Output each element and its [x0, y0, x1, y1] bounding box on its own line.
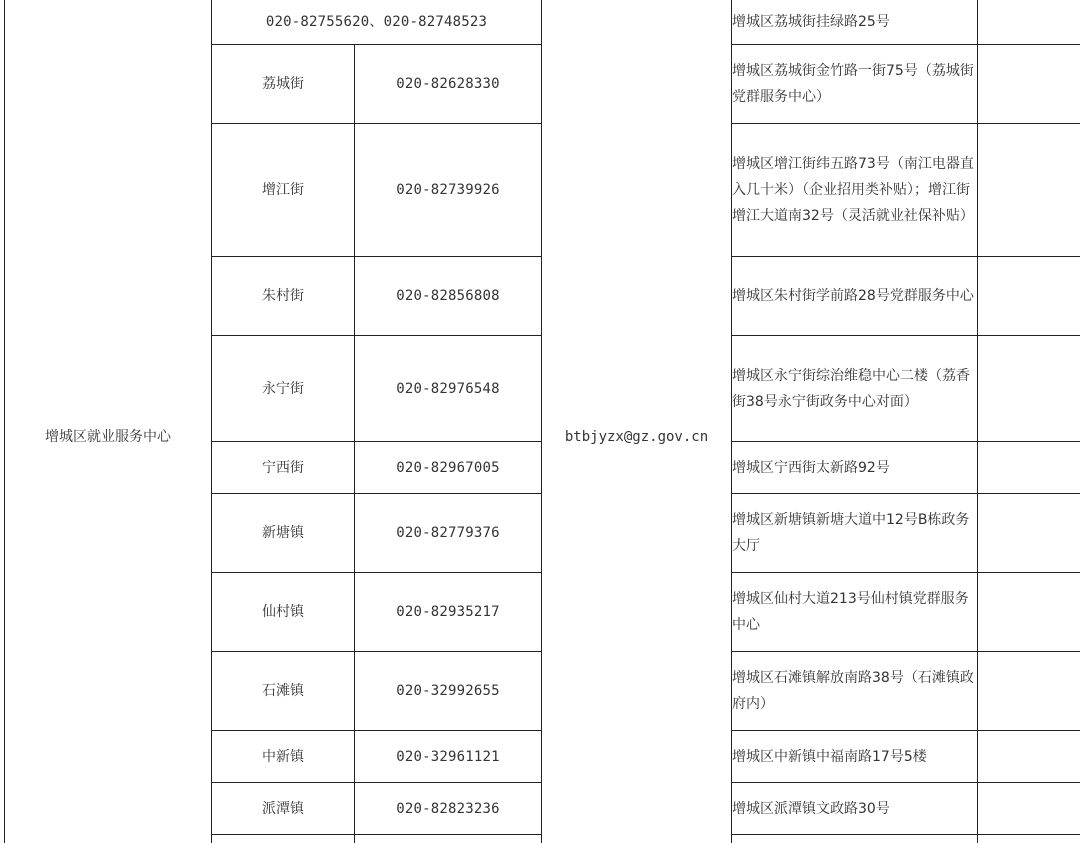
- center-phone-cell: 020-82755620、020-82748523: [212, 0, 542, 45]
- phone-cell: 020-82739926: [355, 124, 542, 257]
- street-cell: 派潭镇: [212, 783, 355, 835]
- address-cell: 增城区朱村街学前路28号党群服务中心: [732, 257, 978, 336]
- employment-service-contact-table: [4, 0, 1080, 843]
- phone-cell: 020-82967005: [355, 442, 542, 494]
- address-cell: 增城区新塘镇新塘大道中12号B栋政务大厅: [732, 494, 978, 573]
- phone-cell: [355, 835, 542, 843]
- empty-cell: [978, 783, 1080, 835]
- street-cell: 仙村镇: [212, 573, 355, 652]
- phone-cell: 020-32961121: [355, 731, 542, 783]
- street-cell: 新塘镇: [212, 494, 355, 573]
- empty-cell: [978, 257, 1080, 336]
- address-cell: 增城区永宁街综治维稳中心二楼（荔香街38号永宁街政务中心对面）: [732, 336, 978, 442]
- street-cell: 石滩镇: [212, 652, 355, 731]
- phone-cell: 020-82856808: [355, 257, 542, 336]
- phone-cell: 020-32992655: [355, 652, 542, 731]
- empty-cell: [978, 442, 1080, 494]
- street-cell: 宁西街: [212, 442, 355, 494]
- empty-cell: [978, 731, 1080, 783]
- phone-cell: 020-82628330: [355, 45, 542, 124]
- empty-cell: [978, 652, 1080, 731]
- address-cell: 增城区中新镇中福南路17号5楼: [732, 731, 978, 783]
- address-cell: 增城区荔城街挂绿路25号: [732, 0, 978, 45]
- empty-cell: [978, 0, 1080, 45]
- empty-cell: [978, 45, 1080, 124]
- address-cell: [732, 835, 978, 843]
- address-cell: 增城区增江街纬五路73号（南江电器直入几十米）（企业招用类补贴）；增江街增江大道南32号（灵活就业社保补贴）: [732, 124, 978, 257]
- empty-cell: [978, 336, 1080, 442]
- street-cell: 增江街: [212, 124, 355, 257]
- phone-cell: 020-82935217: [355, 573, 542, 652]
- street-cell: 中新镇: [212, 731, 355, 783]
- empty-cell: [978, 494, 1080, 573]
- org-name-cell: 增城区就业服务中心: [5, 0, 212, 843]
- street-cell: 朱村街: [212, 257, 355, 336]
- empty-cell: [978, 573, 1080, 652]
- address-cell: 增城区石滩镇解放南路38号（石滩镇政府内）: [732, 652, 978, 731]
- address-cell: 增城区荔城街金竹路一街75号（荔城街党群服务中心）: [732, 45, 978, 124]
- email-cell: btbjyzx@gz.gov.cn: [542, 0, 732, 843]
- street-cell: [212, 835, 355, 843]
- table-row: [5, 0, 1080, 45]
- empty-cell: [978, 124, 1080, 257]
- empty-cell: [978, 835, 1080, 843]
- address-cell: 增城区派潭镇文政路30号: [732, 783, 978, 835]
- phone-cell: 020-82779376: [355, 494, 542, 573]
- address-cell: 增城区仙村大道213号仙村镇党群服务中心: [732, 573, 978, 652]
- street-cell: 荔城街: [212, 45, 355, 124]
- phone-cell: 020-82823236: [355, 783, 542, 835]
- phone-cell: 020-82976548: [355, 336, 542, 442]
- street-cell: 永宁街: [212, 336, 355, 442]
- address-cell: 增城区宁西街太新路92号: [732, 442, 978, 494]
